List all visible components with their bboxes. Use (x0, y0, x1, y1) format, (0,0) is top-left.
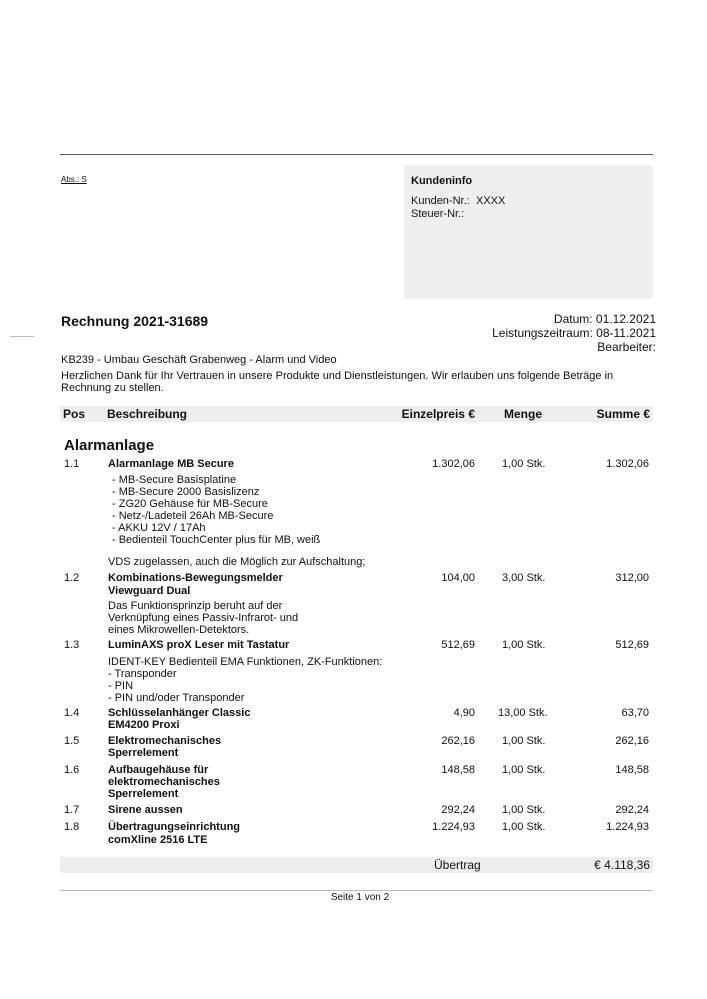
row-detail: - PIN (108, 680, 134, 692)
row-unit-price: 1.302,06 (432, 458, 475, 470)
row-sum: 262,16 (615, 735, 649, 747)
row-quantity: 1,00 Stk. (502, 821, 546, 833)
col-header-description: Beschreibung (107, 407, 188, 421)
row-title: Kombinations-Bewegungsmelder (108, 572, 283, 584)
row-detail: Verknüpfung eines Passiv-Infrarot- und (108, 612, 299, 624)
row-title: Sperrelement (108, 747, 179, 759)
invoice-title: Rechnung 2021-31689 (61, 313, 209, 329)
service-period: Leistungszeitraum: 08-11.2021 (492, 326, 656, 340)
row-pos: 1.3 (64, 639, 80, 651)
carry-over-amount: € 4.118,36 (594, 858, 650, 872)
row-title: elektromechanisches (108, 776, 220, 788)
customer-info-box (404, 165, 653, 299)
row-unit-price: 148,58 (441, 764, 475, 776)
sender-line: Abs.: S (61, 175, 87, 184)
row-detail: - Transponder (108, 668, 177, 680)
row-quantity: 13,00 Stk. (498, 707, 548, 719)
row-unit-price: 104,00 (441, 572, 475, 584)
row-quantity: 3,00 Stk. (502, 572, 546, 584)
editor-label: Bearbeiter: (597, 340, 656, 354)
row-sum: 63,70 (621, 707, 649, 719)
row-pos: 1.5 (64, 735, 80, 747)
intro-text-line-1: Herzlichen Dank für Ihr Vertrauen in unsere Produkte und Dienstleistungen. Wir erlauben uns folgende Beträge in (61, 370, 614, 382)
col-header-pos: Pos (63, 407, 86, 421)
row-title: Schlüsselanhänger Classic (108, 707, 251, 719)
row-title: Übertragungseinrichtung (108, 821, 241, 833)
row-detail: - MB-Secure 2000 Basislizenz (112, 486, 260, 498)
row-quantity: 1,00 Stk. (502, 735, 546, 747)
row-title: Sirene aussen (108, 804, 183, 816)
intro-text-line-2: Rechnung zu stellen. (61, 382, 164, 394)
customer-number-label: Kunden-Nr.: (411, 195, 470, 207)
row-pos: 1.7 (64, 804, 80, 816)
row-detail: - MB-Secure Basisplatine (112, 474, 237, 486)
row-pos: 1.4 (64, 707, 80, 719)
row-title: Sperrelement (108, 788, 179, 800)
row-detail: - PIN und/oder Transponder (108, 692, 245, 704)
row-detail: Das Funktionsprinzip beruht auf der (108, 600, 283, 612)
header-divider (60, 154, 653, 155)
row-quantity: 1,00 Stk. (502, 764, 546, 776)
row-sum: 1.224,93 (606, 821, 649, 833)
row-sum: 1.302,06 (606, 458, 649, 470)
row-unit-price: 4,90 (453, 707, 475, 719)
row-title: LuminAXS proX Leser mit Tastatur (108, 639, 290, 651)
carry-over-label: Übertrag (434, 858, 481, 872)
col-header-sum: Summe € (596, 407, 650, 421)
row-unit-price: 292,24 (441, 804, 475, 816)
row-unit-price: 1.224,93 (432, 821, 475, 833)
carry-over-bar (60, 857, 653, 873)
row-title: Elektromechanisches (108, 735, 222, 747)
tax-number-label: Steuer-Nr.: (411, 208, 465, 220)
project-reference: KB239 - Umbau Geschäft Grabenweg - Alarm und Video (61, 354, 337, 366)
invoice-date: Datum: 01.12.2021 (553, 312, 656, 326)
customer-info-title: Kundeninfo (411, 175, 473, 187)
row-quantity: 1,00 Stk. (502, 458, 546, 470)
row-detail: - AKKU 12V / 17Ah (112, 522, 206, 534)
fold-mark (10, 336, 34, 337)
row-detail: IDENT-KEY Bedienteil EMA Funktionen, ZK-Funktionen: (108, 656, 383, 668)
row-quantity: 1,00 Stk. (502, 804, 546, 816)
table-header (60, 406, 653, 422)
row-pos: 1.2 (64, 572, 80, 584)
row-sum: 292,24 (615, 804, 649, 816)
customer-number: XXXX (476, 195, 506, 207)
footer-divider (60, 890, 653, 891)
row-title: Aufbaugehäuse für (108, 764, 209, 776)
row-sum: 512,69 (615, 639, 649, 651)
row-detail: eines Mikrowellen-Detektors. (108, 624, 250, 636)
row-unit-price: 512,69 (441, 639, 475, 651)
page-number: Seite 1 von 2 (330, 892, 390, 903)
row-detail: - Bedienteil TouchCenter plus für MB, weiß (112, 534, 321, 546)
row-sum: 148,58 (615, 764, 649, 776)
row-title: Alarmanlage MB Secure (108, 458, 234, 470)
row-pos: 1.1 (64, 458, 80, 470)
section-title: Alarmanlage (64, 437, 155, 454)
row-detail: - Netz-/Ladeteil 26Ah MB-Secure (112, 510, 274, 522)
row-pos: 1.6 (64, 764, 80, 776)
col-header-quantity: Menge (504, 407, 543, 421)
col-header-unit-price: Einzelpreis € (401, 407, 475, 421)
row-unit-price: 262,16 (441, 735, 475, 747)
row-detail: - ZG20 Gehäuse für MB-Secure (112, 498, 268, 510)
row-title: comXline 2516 LTE (108, 834, 208, 846)
row-pos: 1.8 (64, 821, 80, 833)
row-quantity: 1,00 Stk. (502, 639, 546, 651)
row-title: Viewguard Dual (108, 585, 191, 597)
row-note: VDS zugelassen, auch die Möglich zur Aufschaltung; (108, 556, 366, 568)
row-title: EM4200 Proxi (108, 719, 180, 731)
row-sum: 312,00 (615, 572, 649, 584)
